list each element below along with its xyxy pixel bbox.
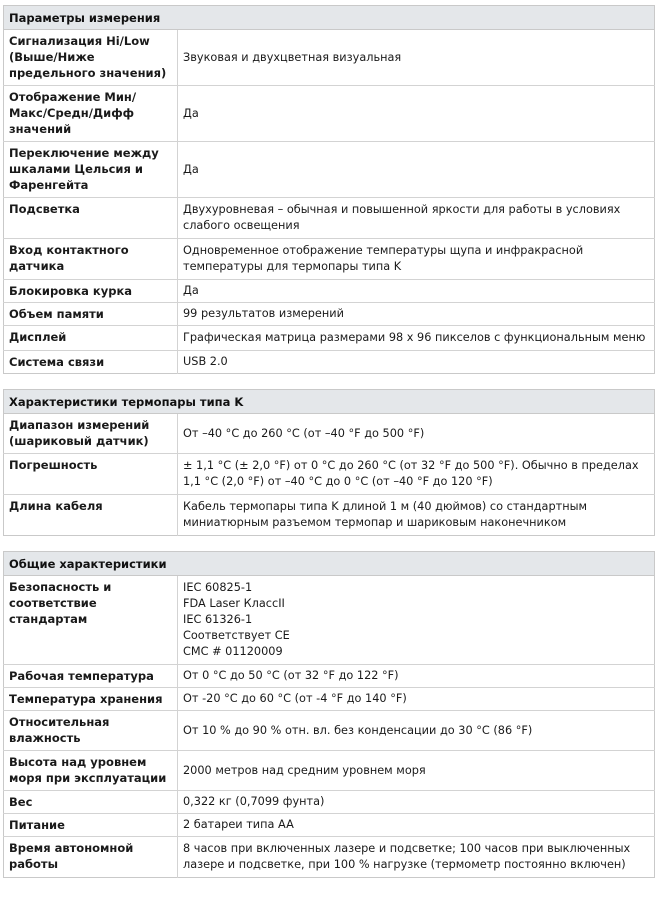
table-row [4, 791, 655, 814]
row-value: Кабель термопары типа K длиной 1 м (40 дюймов) со стандартным миниатюрным разъемом термопар и шариковым наконечником [178, 495, 655, 536]
table-row [4, 239, 655, 280]
row-value: 99 результатов измерений [178, 303, 655, 326]
table-row [4, 280, 655, 303]
row-value: ± 1,1 °C (± 2,0 °F) от 0 °C до 260 °C (от 32 °F до 500 °F). Обычно в пределах 1,1 °C (2,0 °F) от –40 °C до 0 °C (от –40 °F до 120 °F) [178, 454, 655, 495]
standard-line: CMC # 01120009 [183, 645, 283, 658]
measurement-parameters-table [3, 5, 655, 374]
section-title: Параметры измерения [4, 6, 655, 30]
table-row [4, 495, 655, 536]
row-label: Относительная влажность [4, 711, 178, 751]
row-label: Рабочая температура [4, 665, 178, 688]
row-value [178, 576, 655, 665]
row-label: Блокировка курка [4, 280, 178, 303]
table-row [4, 454, 655, 495]
row-value: Да [178, 86, 655, 142]
row-value: Одновременное отображение температуры щупа и инфракрасной температуры для термопары типа K [178, 239, 655, 280]
row-label: Отображение Мин/Макс/Средн/Дифф значений [4, 86, 178, 142]
row-value: Да [178, 280, 655, 303]
table-row [4, 576, 655, 665]
table-row [4, 751, 655, 791]
row-value: От 0 °C до 50 °C (от 32 °F до 122 °F) [178, 665, 655, 688]
standard-line: IEC 61326-1 [183, 613, 253, 626]
thermocouple-k-table [3, 389, 655, 536]
table-row [4, 665, 655, 688]
row-label: Диапазон измерений (шариковый датчик) [4, 414, 178, 454]
spec-sheet [3, 0, 655, 878]
table-row [4, 30, 655, 86]
table-row [4, 142, 655, 198]
row-label: Сигнализация Hi/Low (Выше/Ниже предельного значения) [4, 30, 178, 86]
table-row [4, 837, 655, 878]
row-value: 2 батареи типа AA [178, 814, 655, 837]
row-value: 0,322 кг (0,7099 фунта) [178, 791, 655, 814]
section-title: Характеристики термопары типа K [4, 390, 655, 414]
section-title: Общие характеристики [4, 552, 655, 576]
table-row [4, 414, 655, 454]
table-row [4, 711, 655, 751]
row-value: Да [178, 142, 655, 198]
row-label: Система связи [4, 351, 178, 374]
standard-line: FDA Laser КлассII [183, 597, 285, 610]
row-value: Двухуровневая – обычная и повышенной яркости для работы в условиях слабого освещения [178, 198, 655, 239]
row-label: Высота над уровнем моря при эксплуатации [4, 751, 178, 791]
standard-line: IEC 60825-1 [183, 581, 253, 594]
table-row [4, 198, 655, 239]
table-row [4, 351, 655, 374]
row-label: Подсветка [4, 198, 178, 239]
row-value: 8 часов при включенных лазере и подсветке; 100 часов при выключенных лазере и подсветке, при 100 % нагрузке (термометр постоянно включен) [178, 837, 655, 878]
row-value: Графическая матрица размерами 98 x 96 пикселов с функциональным меню [178, 326, 655, 351]
row-label: Температура хранения [4, 688, 178, 711]
row-value: USB 2.0 [178, 351, 655, 374]
row-label: Объем памяти [4, 303, 178, 326]
table-row [4, 303, 655, 326]
row-label: Вход контактного датчика [4, 239, 178, 280]
row-value: От 10 % до 90 % отн. вл. без конденсации до 30 °C (86 °F) [178, 711, 655, 751]
row-label: Безопасность и соответствие стандартам [4, 576, 178, 665]
table-row [4, 326, 655, 351]
standard-line: Соответствует CE [183, 629, 290, 642]
table-row [4, 814, 655, 837]
general-characteristics-table [3, 551, 655, 878]
row-label: Вес [4, 791, 178, 814]
row-label: Питание [4, 814, 178, 837]
row-value: От -20 °C до 60 °C (от -4 °F до 140 °F) [178, 688, 655, 711]
row-value: 2000 метров над средним уровнем моря [178, 751, 655, 791]
row-label: Погрешность [4, 454, 178, 495]
row-label: Длина кабеля [4, 495, 178, 536]
table-row [4, 86, 655, 142]
row-value: Звуковая и двухцветная визуальная [178, 30, 655, 86]
row-label: Переключение между шкалами Цельсия и Фаренгейта [4, 142, 178, 198]
row-label: Дисплей [4, 326, 178, 351]
row-label: Время автономной работы [4, 837, 178, 878]
row-value: От –40 °C до 260 °C (от –40 °F до 500 °F) [178, 414, 655, 454]
table-row [4, 688, 655, 711]
